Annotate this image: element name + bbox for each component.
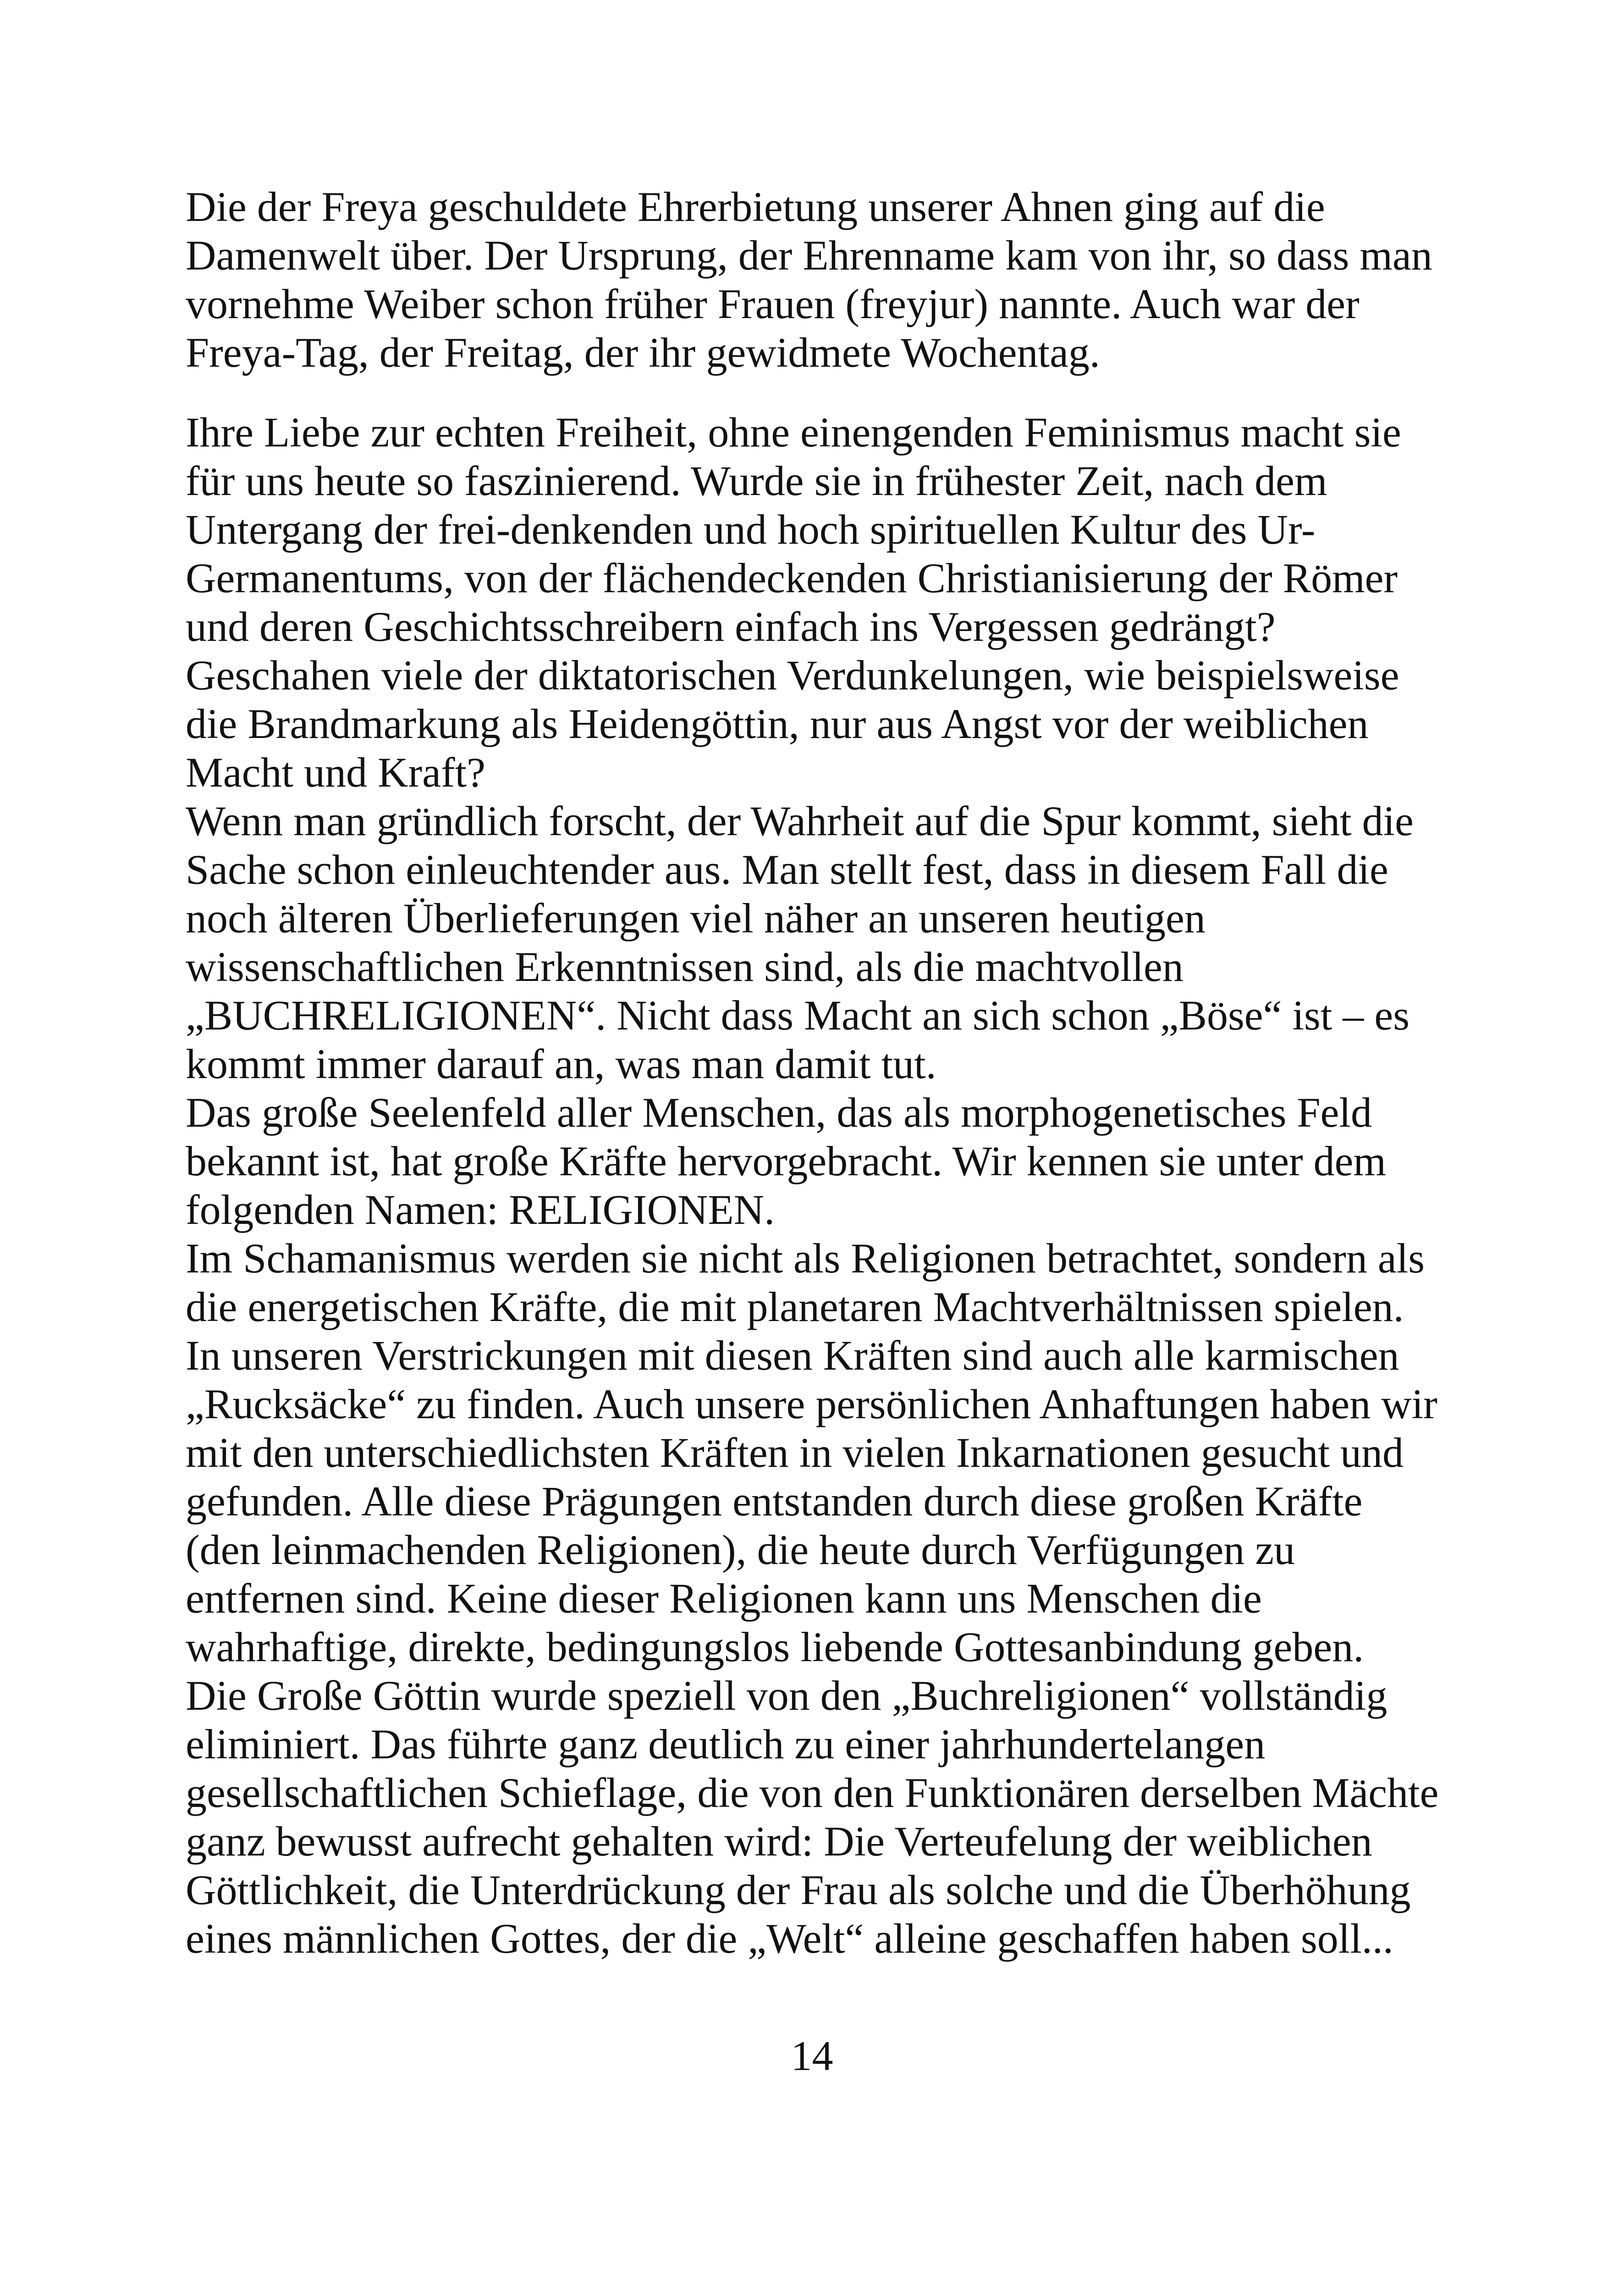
- paragraph-freedom: [186, 408, 1451, 797]
- text-line: Germanentums, von der flächendeckenden Christianisierung der Römer: [186, 555, 1398, 601]
- text-line: In unseren Verstrickungen mit diesen Kräften sind auch alle karmischen: [186, 1332, 1399, 1379]
- text-line: Untergang der frei-denkenden und hoch spirituellen Kultur des Ur-: [186, 506, 1316, 553]
- text-line: „Rucksäcke“ zu finden. Auch unsere persönlichen Anhaftungen haben wir: [186, 1381, 1437, 1427]
- text-line: Geschahen viele der diktatorischen Verdunkelungen, wie beispielsweise: [186, 652, 1399, 699]
- text-line: Göttlichkeit, die Unterdrückung der Frau als solche und die Überhöhung: [186, 1867, 1411, 1913]
- paragraph-freya-honor: [186, 182, 1451, 377]
- text-line: vornehme Weiber schon früher Frauen (freyjur) nannte. Auch war der: [186, 281, 1360, 327]
- text-line: ganz bewusst aufrecht gehalten wird: Die Verteufelung der weiblichen: [186, 1818, 1372, 1865]
- text-line: die Brandmarkung als Heidengöttin, nur aus Angst vor der weiblichen: [186, 700, 1369, 747]
- text-line: folgenden Namen: RELIGIONEN.: [186, 1186, 775, 1233]
- paragraph-soul-field: [186, 1088, 1451, 1234]
- text-line: Das große Seelenfeld aller Menschen, das als morphogenetisches Feld: [186, 1089, 1372, 1136]
- text-line: die energetischen Kräfte, die mit planetaren Machtverhältnissen spielen.: [186, 1283, 1404, 1330]
- text-line: Im Schamanismus werden sie nicht als Religionen betrachtet, sondern als: [186, 1235, 1425, 1282]
- text-line: Damenwelt über. Der Ursprung, der Ehrenname kam von ihr, so dass man: [186, 232, 1432, 279]
- text-line: bekannt ist, hat große Kräfte hervorgebracht. Wir kennen sie unter dem: [186, 1138, 1387, 1184]
- text-line: noch älteren Überlieferungen viel näher an unseren heutigen: [186, 895, 1206, 942]
- paragraph-shamanism: [186, 1234, 1451, 1671]
- text-line: und deren Geschichtsschreibern einfach ins Vergessen gedrängt?: [186, 603, 1276, 650]
- text-line: Macht und Kraft?: [186, 749, 485, 796]
- text-line: eines männlichen Gottes, der die „Welt“ alleine geschaffen haben soll...: [186, 1915, 1393, 1962]
- text-line: für uns heute so faszinierend. Wurde sie in frühester Zeit, nach dem: [186, 457, 1327, 504]
- text-line: Die Große Göttin wurde speziell von den „Buchreligionen“ vollständig: [186, 1672, 1387, 1719]
- text-line: Ihre Liebe zur echten Freiheit, ohne einengenden Feminismus macht sie: [186, 409, 1401, 456]
- text-line: (den leinmachenden Religionen), die heute durch Verfügungen zu: [186, 1526, 1295, 1573]
- paragraph-research: [186, 797, 1451, 1088]
- text-line: Die der Freya geschuldete Ehrerbietung unserer Ahnen ging auf die: [186, 183, 1325, 230]
- text-line: Sache schon einleuchtender aus. Man stellt fest, dass in diesem Fall die: [186, 846, 1388, 893]
- text-line: „BUCHRELIGIONEN“. Nicht dass Macht an sich schon „Böse“ ist – es: [186, 992, 1410, 1039]
- paragraph-great-goddess: [186, 1671, 1451, 1963]
- page-number: 14: [791, 2032, 833, 2079]
- text-line: kommt immer darauf an, was man damit tut.: [186, 1041, 936, 1087]
- text-line: entfernen sind. Keine dieser Religionen kann uns Menschen die: [186, 1575, 1262, 1622]
- text-line: wahrhaftige, direkte, bedingungslos liebende Gottesanbindung geben.: [186, 1624, 1364, 1670]
- text-line: wissenschaftlichen Erkenntnissen sind, als die machtvollen: [186, 943, 1184, 990]
- text-line: eliminiert. Das führte ganz deutlich zu einer jahrhundertelangen: [186, 1721, 1266, 1767]
- body-text: [186, 182, 1451, 1963]
- text-line: gesellschaftlichen Schieflage, die von den Funktionären derselben Mächte: [186, 1769, 1439, 1816]
- text-line: mit den unterschiedlichsten Kräften in vielen Inkarnationen gesucht und: [186, 1429, 1404, 1476]
- text-line: Freya-Tag, der Freitag, der ihr gewidmete Wochentag.: [186, 329, 1100, 376]
- text-line: Wenn man gründlich forscht, der Wahrheit auf die Spur kommt, sieht die: [186, 798, 1414, 844]
- text-line: gefunden. Alle diese Prägungen entstanden durch diese großen Kräfte: [186, 1478, 1363, 1525]
